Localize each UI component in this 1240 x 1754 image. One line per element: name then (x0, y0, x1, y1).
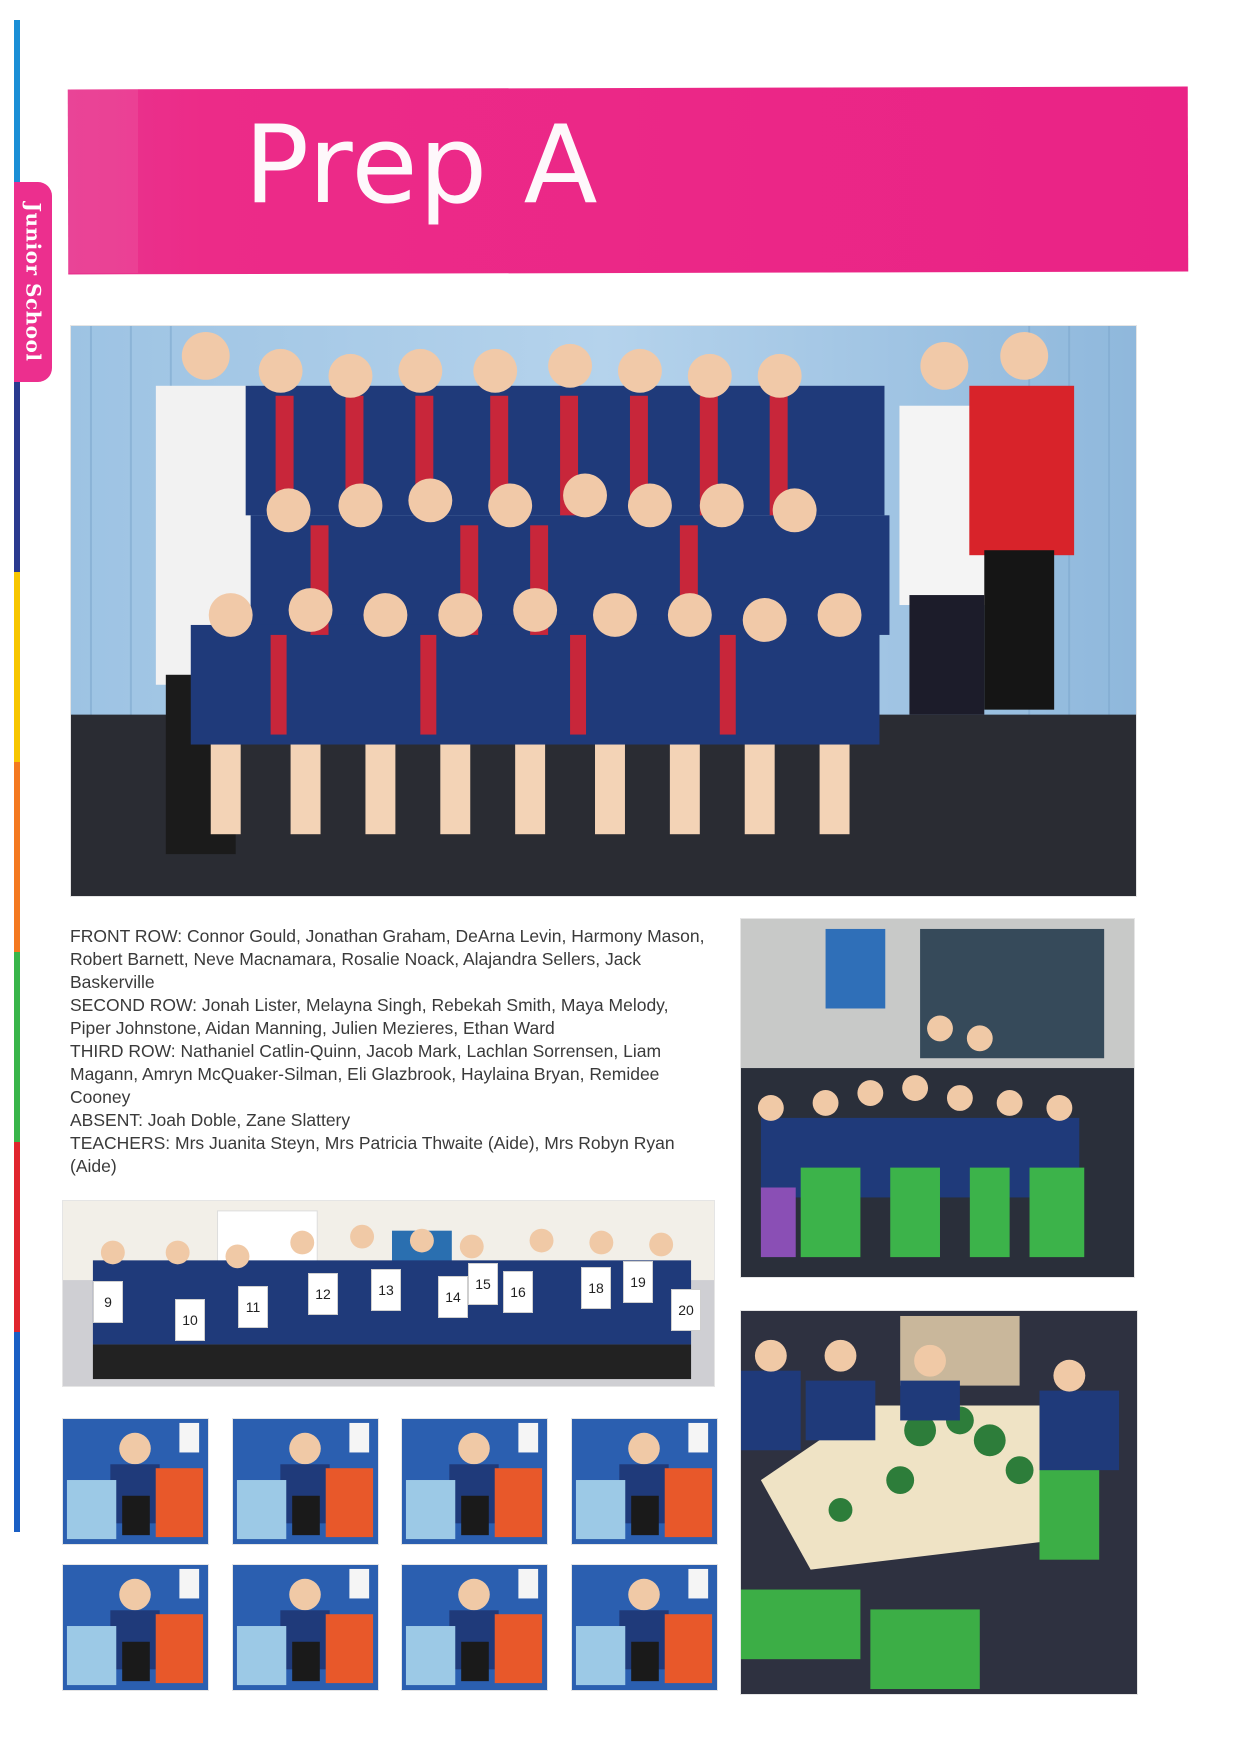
student-book-illustration (233, 1565, 378, 1690)
edge-tab-blue-bottom (14, 1332, 20, 1532)
number-card: 16 (503, 1271, 533, 1313)
student-book-photo (401, 1418, 548, 1545)
number-card: 13 (371, 1269, 401, 1311)
student-book-illustration (233, 1419, 378, 1544)
page-title: Prep A (244, 103, 599, 228)
edge-tab-blue-top (14, 20, 20, 185)
edge-tab-yellow (14, 572, 20, 762)
diorama-table-illustration (741, 1311, 1137, 1694)
class-group-photo (70, 325, 1137, 897)
number-card: 14 (438, 1276, 468, 1318)
classroom-dance-illustration (741, 919, 1134, 1277)
junior-school-tab-label: Junior School (21, 202, 46, 362)
student-book-illustration (63, 1419, 208, 1544)
edge-tab-green (14, 952, 20, 1142)
student-book-illustration (572, 1419, 717, 1544)
number-card: 9 (93, 1281, 123, 1323)
number-card: 12 (308, 1273, 338, 1315)
number-cards-photo (62, 1200, 715, 1387)
student-book-photo (571, 1564, 718, 1691)
class-group-photo-illustration (71, 326, 1136, 896)
caption-teachers: TEACHERS: Mrs Juanita Steyn, Mrs Patricia Thwaite (Aide), Mrs Robyn Ryan (Aide) (70, 1133, 675, 1176)
student-book-illustration (572, 1565, 717, 1690)
student-book-photo (232, 1418, 379, 1545)
student-book-photo (62, 1564, 209, 1691)
title-banner (68, 87, 1188, 275)
student-book-photo (571, 1418, 718, 1545)
classroom-dance-photo (740, 918, 1135, 1278)
number-card: 15 (468, 1263, 498, 1305)
edge-tab-navy (14, 382, 20, 572)
diorama-table-photo (740, 1310, 1138, 1695)
number-card: 19 (623, 1261, 653, 1303)
number-card: 20 (671, 1289, 701, 1331)
student-book-photo (232, 1564, 379, 1691)
title-banner-shade (68, 88, 138, 273)
edge-tab-red (14, 1142, 20, 1332)
student-book-photo (62, 1418, 209, 1545)
student-book-illustration (63, 1565, 208, 1690)
number-card: 18 (581, 1267, 611, 1309)
caption-third-row: THIRD ROW: Nathaniel Catlin-Quinn, Jacob Mark, Lachlan Sorrensen, Liam Magann, Amryn McQuaker-Silman, Eli Glazbrook, Haylaina Bryan, Remidee Cooney (70, 1041, 662, 1107)
student-book-photo (401, 1564, 548, 1691)
number-card: 11 (238, 1286, 268, 1328)
junior-school-tab-label-wrap (14, 182, 52, 382)
caption-second-row: SECOND ROW: Jonah Lister, Melayna Singh, Rebekah Smith, Maya Melody, Piper Johnstone, Aidan Manning, Julien Mezieres, Ethan Ward (70, 995, 669, 1038)
student-book-illustration (402, 1565, 547, 1690)
edge-tab-orange (14, 762, 20, 952)
student-book-illustration (402, 1419, 547, 1544)
caption-absent: ABSENT: Joah Doble, Zane Slattery (70, 1110, 351, 1130)
caption-front-row: FRONT ROW: Connor Gould, Jonathan Graham, DeArna Levin, Harmony Mason, Robert Barnett, Neve Macnamara, Rosalie Noack, Alajandra Sellers, Jack Baskerville (70, 926, 705, 992)
number-card: 10 (175, 1299, 205, 1341)
photo-caption (70, 925, 710, 1178)
